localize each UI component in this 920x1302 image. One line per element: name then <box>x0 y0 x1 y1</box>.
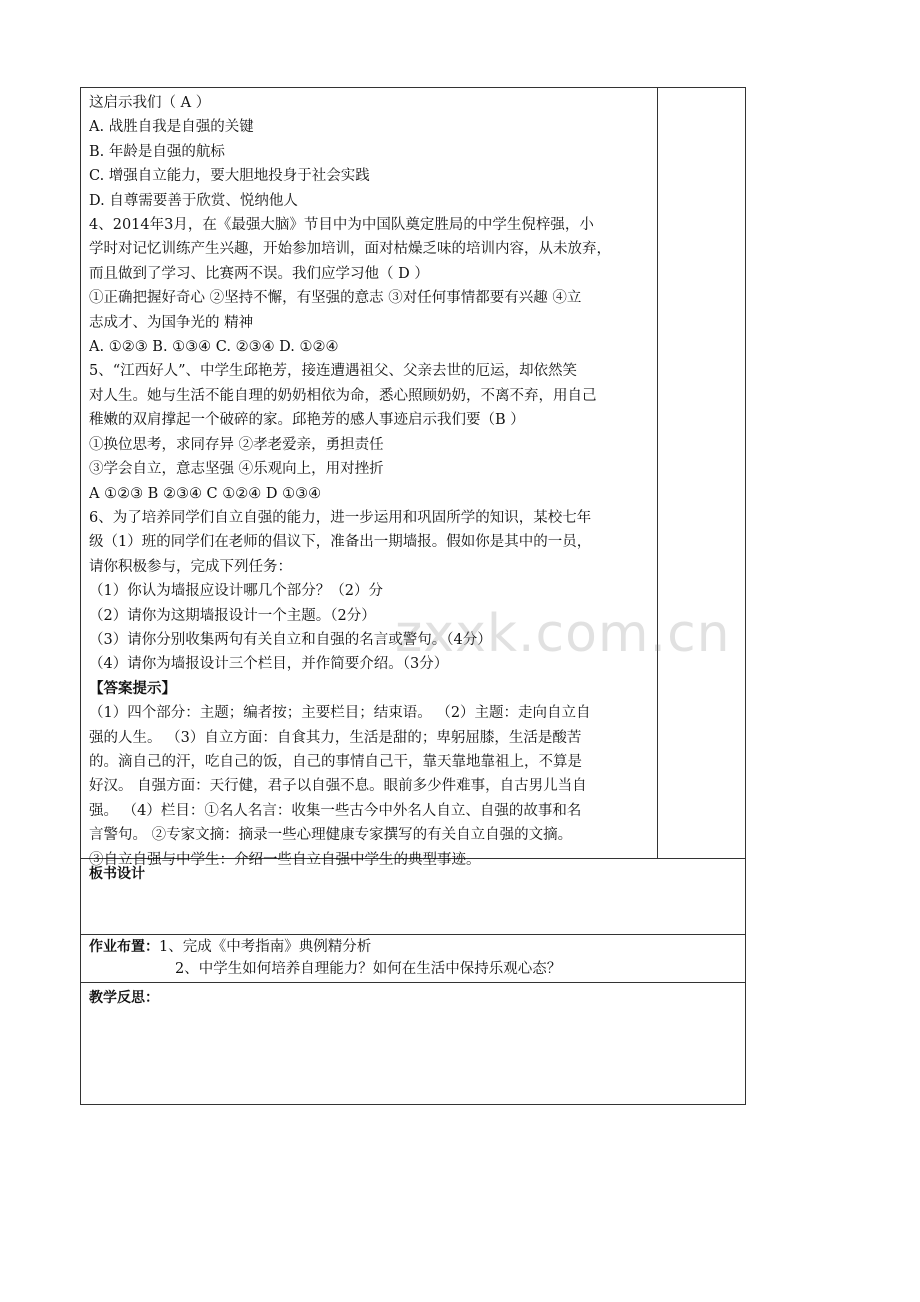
content-line: 强。 （4）栏目：①名人名言：收集一些古今中外名人自立、自强的故事和名 <box>89 802 582 819</box>
content-line: A. ①②③ B. ①③④ C. ②③④ D. ①②④ <box>89 339 339 356</box>
content-line: 级（1）班的同学们在老师的倡议下，准备出一期墙报。假如你是其中的一员， <box>89 534 592 551</box>
reflection-label: 教学反思： <box>89 990 159 1006</box>
content-line: 稚嫩的双肩撑起一个破碎的家。邱艳芳的感人事迹启示我们要（B ） <box>89 412 525 429</box>
homework-cell <box>81 935 745 982</box>
content-line: 的。滴自己的汗，吃自己的饭，自己的事情自己干，靠天靠地靠祖上，不算是 <box>89 753 582 770</box>
content-line: 而且做到了学习、比赛两不误。我们应学习他（ D ） <box>89 265 429 282</box>
watermark: zxxk.com.cn <box>395 604 731 664</box>
content-line: 【答案提示】 <box>89 679 176 697</box>
content-line: （2）请你为这期墙报设计一个主题。（2分） <box>89 607 376 624</box>
content-line: 学时对记忆训练产生兴趣，开始参加培训，面对枯燥乏味的培训内容，从未放弃， <box>89 241 611 258</box>
content-line: （3）请你分别收集两句有关自立和自强的名言或警句。（4分） <box>89 631 492 648</box>
content-line: 志成才、为国争光的 精神 <box>89 314 254 331</box>
lesson-plan-table <box>80 87 746 1105</box>
lesson-content-cell <box>81 88 658 868</box>
blackboard-label: 板书设计 <box>89 866 145 882</box>
content-line: B. 年龄是自强的航标 <box>89 143 225 160</box>
content-line: 5、“江西好人”、中学生邱艳芳，接连遭遇祖父、父亲去世的厄运，却依然笑 <box>89 363 578 380</box>
content-line: 对人生。她与生活不能自理的奶奶相依为命，悉心照顾奶奶，不离不弃，用自己 <box>89 387 597 404</box>
reflection-row <box>81 983 745 1104</box>
blackboard-cell <box>81 859 745 934</box>
content-line: A ①②③ B ②③④ C ①②④ D ①③④ <box>89 485 322 502</box>
content-line: （1）你认为墙报应设计哪几个部分？（2）分 <box>89 583 383 600</box>
content-line: ③自立自强与中学生：介绍一些自立自强中学生的典型事迹。 <box>89 851 481 868</box>
content-line: 请你积极参与，完成下列任务： <box>89 558 292 575</box>
content-row <box>81 88 745 868</box>
content-line: 强的人生。 （3）自立方面：自食其力，生活是甜的；卑躬屈膝，生活是酸苦 <box>89 729 582 746</box>
content-line: 4、2014年3月，在《最强大脑》节目中为中国队奠定胜局的中学生倪梓强，小 <box>89 217 594 234</box>
blackboard-row <box>81 859 745 935</box>
homework-line-1 <box>89 936 737 958</box>
homework-label: 作业布置： <box>89 939 159 955</box>
content-line: 6、为了培养同学们自立自强的能力，进一步运用和巩固所学的知识，某校七年 <box>89 509 592 526</box>
content-line: A. 战胜自我是自强的关键 <box>89 119 254 136</box>
homework-row <box>81 935 745 983</box>
content-line: （1）四个部分：主题；编者按；主要栏目；结束语。 （2）主题：走向自立自 <box>89 705 591 722</box>
side-notes-cell <box>658 88 745 858</box>
content-line: D. 自尊需要善于欣赏、悦纳他人 <box>89 192 298 209</box>
content-line: ③学会自立，意志坚强 ④乐观向上，用对挫折 <box>89 461 384 478</box>
content-line: 这启示我们（ A ） <box>89 95 211 111</box>
reflection-cell <box>81 983 745 1104</box>
content-line: ①正确把握好奇心 ②坚持不懈，有坚强的意志 ③对任何事情都要有兴趣 ④立 <box>89 290 582 307</box>
content-line: 言警句。 ②专家文摘：摘录一些心理健康专家撰写的有关自立自强的文摘。 <box>89 827 573 844</box>
content-line: （4）请你为墙报设计三个栏目，并作简要介绍。（3分） <box>89 656 449 673</box>
homework-item-2: 2、中学生如何培养自理能力？如何在生活中保持乐观心态？ <box>175 961 562 977</box>
content-line: C. 增强自立能力，要大胆地投身于社会实践 <box>89 168 370 185</box>
homework-item-1: 1、完成《中考指南》典例精分析 <box>159 939 372 955</box>
content-line: 好汉。 自强方面：天行健，君子以自强不息。眼前多少件难事，自古男儿当自 <box>89 778 587 795</box>
content-line: ①换位思考，求同存异 ②孝老爱亲，勇担责任 <box>89 436 384 453</box>
